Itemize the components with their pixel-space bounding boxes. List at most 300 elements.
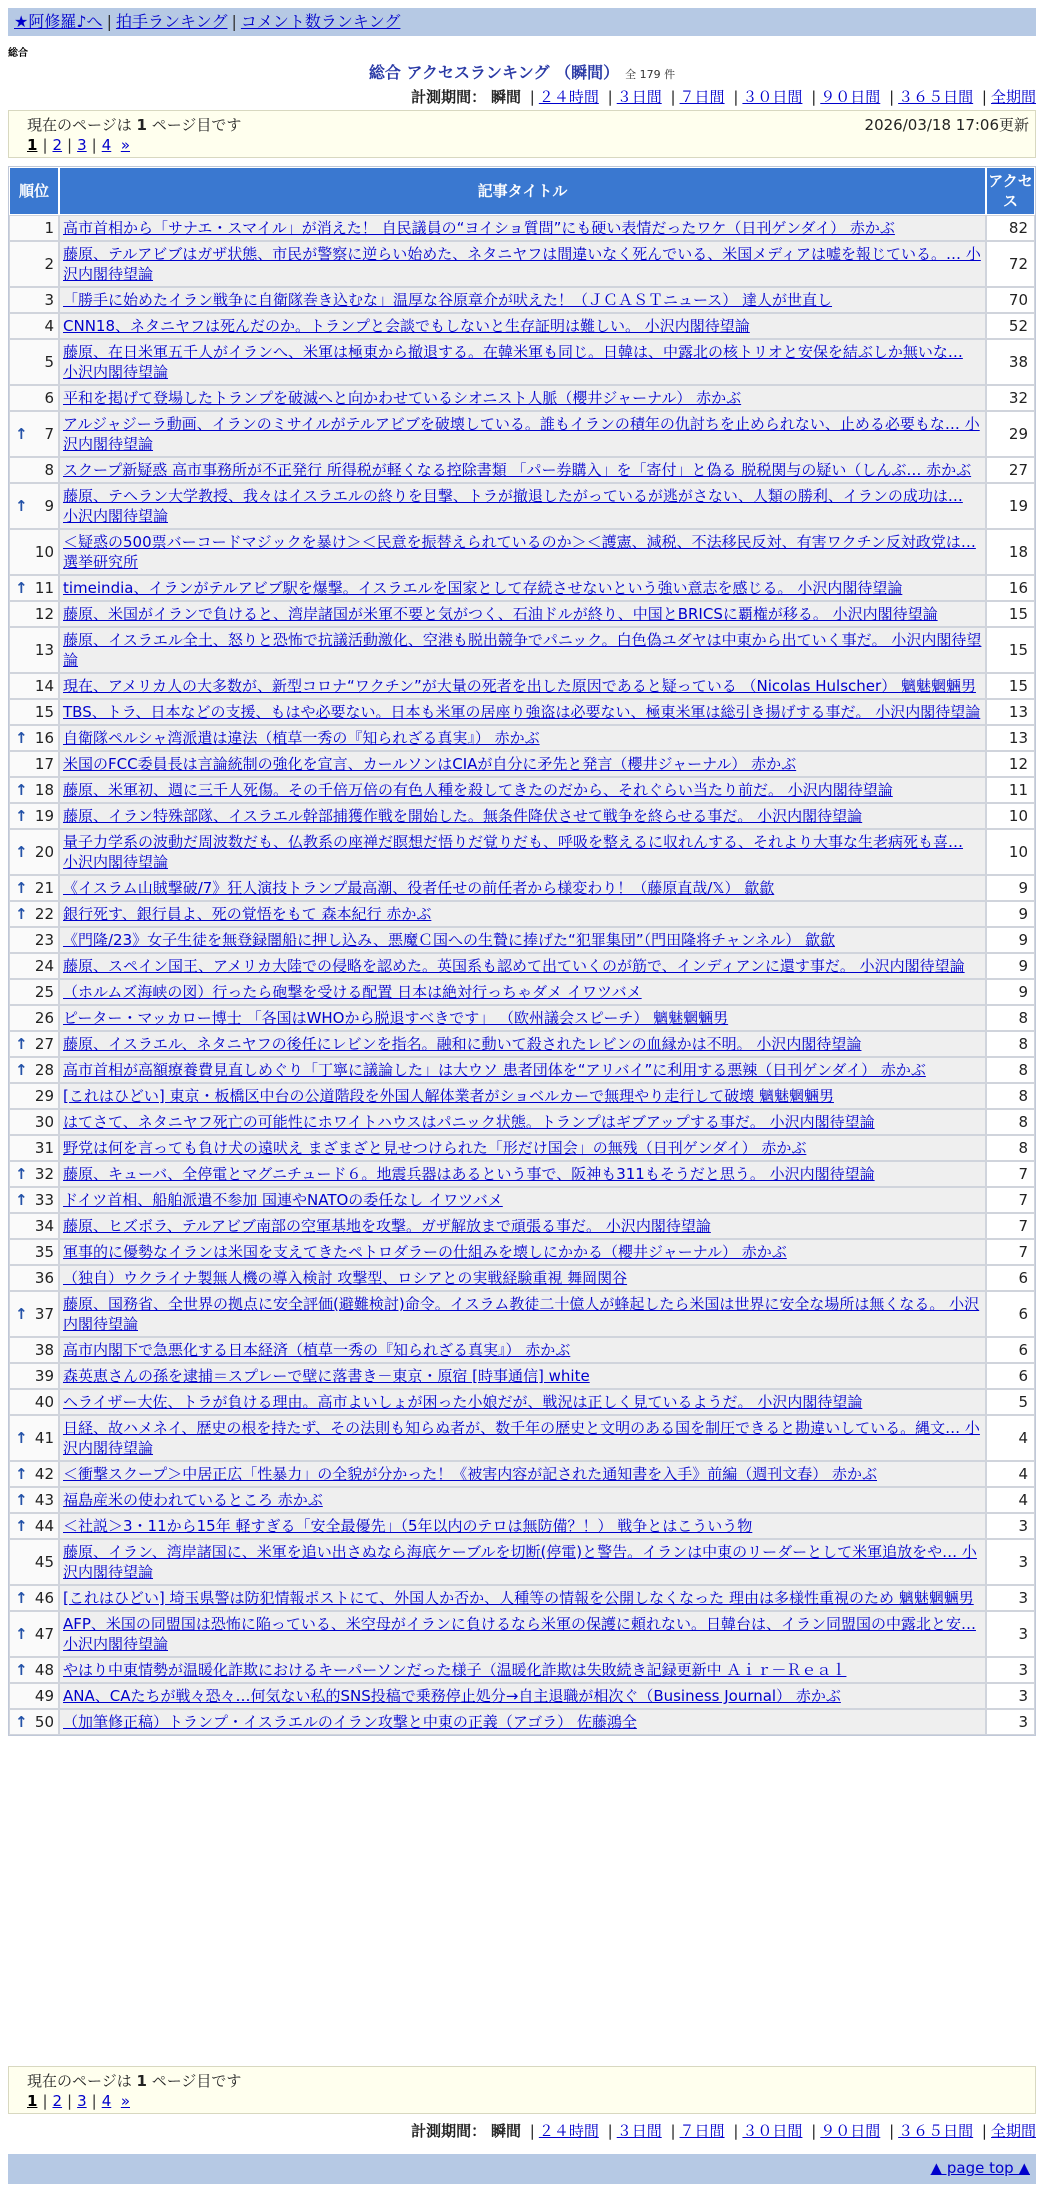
table-header-row: [9, 167, 1035, 215]
access-count: 5: [986, 1389, 1035, 1415]
title-cell: [59, 699, 986, 725]
table-row: [9, 1513, 1035, 1539]
rank-up-arrow-icon: ↑: [15, 1191, 28, 1209]
article-link[interactable]: TBS、トラ、日本などの支援、もはや必要ない。日本も米軍の居座り強盗は必要ない、極東米軍は総引き揚げする事だ。 小沢内閣待望論: [63, 703, 981, 721]
rank-cell: [9, 673, 59, 699]
rank-number: 28: [34, 1061, 54, 1079]
pager-status: 現在のページは 1 ページ目です: [27, 2072, 242, 2090]
title-cell: [59, 575, 986, 601]
footer-bar: [8, 2154, 1036, 2184]
table-row: [9, 1585, 1035, 1611]
page-link-3[interactable]: 3: [77, 136, 87, 154]
title-cell: [59, 1057, 986, 1083]
access-count: 9: [986, 979, 1035, 1005]
article-link[interactable]: ＜衝撃スクープ＞中居正広「性暴力」の全貌が分かった！《被害内容が記された通知書を入手》前編（週刊文春） 赤かぶ: [63, 1465, 878, 1483]
article-link[interactable]: 高市内閣下で急悪化する日本経済（植草一秀の『知られざる真実』） 赤かぶ: [63, 1341, 571, 1359]
nav-link-clap-ranking[interactable]: 拍手ランキング: [115, 12, 228, 31]
article-link[interactable]: 福島産米の使われているところ 赤かぶ: [63, 1491, 323, 1509]
period-label: 計測期間：: [411, 2122, 487, 2140]
title-cell: [59, 1239, 986, 1265]
rank-number: 45: [34, 1553, 54, 1571]
header-title: 記事タイトル: [59, 167, 986, 215]
table-row: [9, 411, 1035, 457]
period-link-3d[interactable]: ３日間: [616, 88, 662, 106]
article-link[interactable]: ＜社説＞3・11から15年 軽すぎる「安全最優先」（5年以内のテロは無防備？！） 戦争とはこういう物: [63, 1517, 753, 1535]
table-row: [9, 829, 1035, 875]
table-row: [9, 241, 1035, 287]
table-row: [9, 1539, 1035, 1585]
rank-cell: [9, 1487, 59, 1513]
table-row: [9, 1031, 1035, 1057]
table-row: [9, 1389, 1035, 1415]
rank-number: 7: [44, 425, 54, 443]
access-count: 7: [986, 1187, 1035, 1213]
table-row: [9, 627, 1035, 673]
table-row: [9, 1057, 1035, 1083]
article-link[interactable]: ＜疑惑の500票バーコードマジックを暴け＞＜民意を振替えられているのか＞＜護憲、減税、不法移民反対、有害ワクチン反対政党は… 選挙研究所: [63, 533, 976, 571]
access-count: 52: [986, 313, 1035, 339]
access-count: 15: [986, 673, 1035, 699]
access-count: 6: [986, 1291, 1035, 1337]
rank-number: 11: [34, 579, 54, 597]
period-link-all[interactable]: 全期間: [990, 2122, 1036, 2140]
access-count: 11: [986, 777, 1035, 803]
rank-number: 9: [44, 497, 54, 515]
period-link-365d[interactable]: ３６５日間: [898, 2122, 974, 2140]
rank-cell: [9, 1337, 59, 1363]
title-cell: [59, 241, 986, 287]
table-row: [9, 1135, 1035, 1161]
rank-cell: [9, 1363, 59, 1389]
page-next-link[interactable]: »: [120, 2092, 130, 2110]
rank-up-arrow-icon: ↑: [15, 1713, 28, 1731]
page-next-link[interactable]: »: [120, 136, 130, 154]
access-count: 13: [986, 699, 1035, 725]
access-count: 8: [986, 1083, 1035, 1109]
title-cell: [59, 313, 986, 339]
article-link[interactable]: AFP、米国の同盟国は恐怖に陥っている、米空母がイランに負けるなら米軍の保護に頼れない。日韓台は、イラン同盟国の中露北と安… 小沢内閣待望論: [63, 1615, 976, 1653]
title-cell: [59, 1709, 986, 1735]
period-selector-bottom: 計測期間： 瞬間 | ２４時間 | ３日間 | ７日間 | ３０日間 | ９０日間 | ３６５日間 | 全期間: [411, 2122, 1036, 2140]
pager-links: 1 | 2 | 3 | 4 »: [27, 136, 130, 154]
table-row: [9, 313, 1035, 339]
article-link[interactable]: CNN18、ネタニヤフは死んだのか。トランプと会談でもしないと生存証明は難しい。 小沢内閣待望論: [63, 317, 750, 335]
page-link-3[interactable]: 3: [77, 2092, 87, 2110]
rank-up-arrow-icon: ↑: [15, 1589, 28, 1607]
rank-cell: [9, 457, 59, 483]
article-link[interactable]: ドイツ首相、船舶派遣不参加 国連やNATOの委任なし イワツバメ: [63, 1191, 503, 1209]
access-count: 3: [986, 1539, 1035, 1585]
rank-number: 22: [34, 905, 54, 923]
rank-number: 5: [44, 353, 54, 371]
article-link[interactable]: 高市首相から「サナエ・スマイル」が消えた！ 自民議員の“ヨイショ質問”にも硬い表情だったワケ（日刊ゲンダイ） 赤かぶ: [63, 219, 895, 237]
title-cell: [59, 751, 986, 777]
article-link[interactable]: 藤原、キューバ、全停電とマグニチュード６。地震兵器はあるという事で、阪神も311もそうだと思う。 小沢内閣待望論: [63, 1165, 875, 1183]
title-cell: [59, 927, 986, 953]
article-link[interactable]: 米国のFCC委員長は言論統制の強化を宣言、カールソンはCIAが自分に矛先と発言（櫻井ジャーナル） 赤かぶ: [63, 755, 797, 773]
rank-cell: [9, 1083, 59, 1109]
rank-number: 20: [34, 843, 54, 861]
rank-number: 37: [34, 1305, 54, 1323]
article-link[interactable]: 藤原、テヘラン大学教授、我々はイスラエルの終りを目撃、トラが撤退したがっているが逃がさない、人類の勝利、イランの成功は… 小沢内閣待望論: [63, 487, 963, 525]
article-link[interactable]: 高市首相が高額療養費見直しめぐり「丁寧に議論した」は大ウソ 患者団体を“アリバイ”に利用する悪辣（日刊ゲンダイ） 赤かぶ: [63, 1061, 926, 1079]
article-link[interactable]: 藤原、イラン特殊部隊、イスラエル幹部捕獲作戦を開始した。無条件降伏させて戦争を終らせる事だ。 小沢内閣待望論: [63, 807, 863, 825]
rank-number: 10: [34, 543, 54, 561]
article-link[interactable]: はてさて、ネタニヤフ死亡の可能性にホワイトハウスはパニック状態。トランプはギブアップする事だ。 小沢内閣待望論: [63, 1113, 875, 1131]
pager-current-page: 1: [136, 2072, 147, 2090]
period-link-7d[interactable]: ７日間: [679, 88, 725, 106]
rank-number: 18: [34, 781, 54, 799]
access-count: 8: [986, 1031, 1035, 1057]
access-count: 27: [986, 457, 1035, 483]
period-link-90d[interactable]: ９０日間: [820, 88, 881, 106]
access-count: 8: [986, 1135, 1035, 1161]
page-title: [0, 60, 1044, 83]
rank-cell: [9, 313, 59, 339]
updated-timestamp: 2026/03/18 17:06更新: [864, 116, 1029, 134]
table-row: [9, 875, 1035, 901]
access-count: 8: [986, 1005, 1035, 1031]
rank-number: 41: [34, 1429, 54, 1447]
table-row: [9, 457, 1035, 483]
title-cell: [59, 1585, 986, 1611]
pager-bottom: [8, 2066, 1036, 2114]
period-link-30d[interactable]: ３０日間: [742, 88, 803, 106]
article-link[interactable]: 銀行死す、銀行員よ、死の覚悟をもて 森本紀行 赤かぶ: [63, 905, 432, 923]
rank-cell: [9, 777, 59, 803]
article-link[interactable]: やはり中東情勢が温暖化詐欺におけるキーパーソンだった様子（温暖化詐欺は失敗続き記録更新中 Ａｉｒ－Ｒｅａｌ: [63, 1661, 847, 1679]
rank-up-arrow-icon: ↑: [15, 425, 28, 443]
title-cell: [59, 829, 986, 875]
article-link[interactable]: スクープ新疑惑 高市事務所が不正発行 所得税が軽くなる控除書類 「パー券購入」を「寄付」と偽る 脱税関与の疑い（しんぶ… 赤かぶ: [63, 461, 972, 479]
access-count: 7: [986, 1161, 1035, 1187]
rank-up-arrow-icon: ↑: [15, 1165, 28, 1183]
rank-up-arrow-icon: ↑: [15, 497, 28, 515]
title-cell: [59, 1513, 986, 1539]
rank-number: 6: [44, 389, 54, 407]
page-top-link[interactable]: ▲ page top ▲: [930, 2159, 1030, 2177]
title-cell: [59, 901, 986, 927]
rank-cell: [9, 411, 59, 457]
article-link[interactable]: 《イスラム山賊撃破/7》狂人演技トランプ最高潮、役者任せの前任者から様変わり！（藤原直哉/𝕏） 歙歙: [63, 879, 775, 897]
title-cell: [59, 215, 986, 241]
rank-number: 8: [44, 461, 54, 479]
rank-cell: [9, 529, 59, 575]
access-count: 3: [986, 1657, 1035, 1683]
table-row: [9, 979, 1035, 1005]
article-link[interactable]: 日経、故ハメネイ、歴史の根を持たず、その法則も知らぬ者が、数千年の歴史と文明のある国を制圧できると勘違いしている。縄文… 小沢内閣待望論: [63, 1419, 980, 1457]
period-link-90d[interactable]: ９０日間: [820, 2122, 881, 2140]
period-current: 瞬間: [490, 2122, 521, 2140]
table-row: [9, 953, 1035, 979]
title-cell: [59, 601, 986, 627]
article-link[interactable]: 自衛隊ペルシャ湾派遣は違法（植草一秀の『知られざる真実』） 赤かぶ: [63, 729, 540, 747]
rank-number: 25: [34, 983, 54, 1001]
table-row: [9, 1291, 1035, 1337]
rank-cell: [9, 1239, 59, 1265]
access-count: 12: [986, 751, 1035, 777]
total-count: 全 179 件: [625, 68, 676, 81]
table-row: [9, 1161, 1035, 1187]
rank-number: 36: [34, 1269, 54, 1287]
table-row: [9, 1683, 1035, 1709]
page-link-4[interactable]: 4: [101, 136, 112, 154]
table-row: [9, 215, 1035, 241]
access-count: 3: [986, 1683, 1035, 1709]
rank-number: 23: [34, 931, 54, 949]
table-row: [9, 1265, 1035, 1291]
article-link[interactable]: 《門隆/23》女子生徒を無登録闇船に押し込み、悪魔Ｃ国への生贄に捧げた“犯罪集団”（門田隆将チャンネル） 歙歙: [63, 931, 835, 949]
article-link[interactable]: 藤原、イラン、湾岸諸国に、米軍を追い出さぬなら海底ケーブルを切断(停電)と警告。イランは中東のリーダーとして米軍追放をや… 小沢内閣待望論: [63, 1543, 977, 1581]
access-count: 8: [986, 1109, 1035, 1135]
access-count: 9: [986, 927, 1035, 953]
table-row: [9, 927, 1035, 953]
table-row: [9, 1337, 1035, 1363]
page-link-2[interactable]: 2: [52, 136, 63, 154]
article-link[interactable]: 藤原、在日米軍五千人がイランへ、米軍は極東から撤退する。在韓米軍も同じ。日韓は、中露北の核トリオと安保を結ぶしか無いな… 小沢内閣待望論: [63, 343, 963, 381]
rank-number: 47: [34, 1625, 54, 1643]
period-link-7d[interactable]: ７日間: [679, 2122, 725, 2140]
table-row: [9, 1709, 1035, 1735]
ranking-body: [9, 215, 1035, 1735]
rank-cell: [9, 751, 59, 777]
rank-number: 12: [34, 605, 54, 623]
access-count: 15: [986, 627, 1035, 673]
page-link-4[interactable]: 4: [101, 2092, 112, 2110]
period-link-all[interactable]: 全期間: [990, 88, 1036, 106]
period-link-3d[interactable]: ３日間: [616, 2122, 662, 2140]
period-link-30d[interactable]: ３０日間: [742, 2122, 803, 2140]
rank-number: 14: [34, 677, 54, 695]
access-count: 9: [986, 875, 1035, 901]
period-link-24h[interactable]: ２４時間: [538, 88, 599, 106]
article-link[interactable]: 藤原、スペイン国王、アメリカ大陸での侵略を認めた。英国系も認めて出ていくのが筋で、インディアンに還す事だ。 小沢内閣待望論: [63, 957, 965, 975]
nav-link-asyura[interactable]: ★阿修羅♪へ: [14, 12, 103, 31]
rank-cell: [9, 627, 59, 673]
rank-number: 32: [34, 1165, 54, 1183]
rank-number: 38: [34, 1341, 54, 1359]
access-count: 9: [986, 901, 1035, 927]
rank-cell: [9, 215, 59, 241]
rank-up-arrow-icon: ↑: [15, 879, 28, 897]
rank-cell: [9, 979, 59, 1005]
access-count: 3: [986, 1513, 1035, 1539]
article-link[interactable]: 藤原、米国がイランで負けると、湾岸諸国が米軍不要と気がつく、石油ドルが終り、中国とBRICSに覇権が移る。 小沢内閣待望論: [63, 605, 938, 623]
table-row: [9, 339, 1035, 385]
header-rank: 順位: [9, 167, 59, 215]
period-link-24h[interactable]: ２４時間: [538, 2122, 599, 2140]
rank-up-arrow-icon: ↑: [15, 1035, 28, 1053]
table-row: [9, 1487, 1035, 1513]
rank-cell: [9, 1461, 59, 1487]
rank-number: 33: [34, 1191, 54, 1209]
rank-up-arrow-icon: ↑: [15, 807, 28, 825]
access-count: 3: [986, 1585, 1035, 1611]
rank-cell: [9, 953, 59, 979]
access-count: 70: [986, 287, 1035, 313]
pager-links: 1 | 2 | 3 | 4 »: [27, 2092, 130, 2110]
rank-cell: [9, 1057, 59, 1083]
article-link[interactable]: 藤原、ヒズボラ、テルアビブ南部の空軍基地を攻撃。ガザ解放まで頑張る事だ。 小沢内閣待望論: [63, 1217, 711, 1235]
rank-number: 43: [34, 1491, 54, 1509]
article-link[interactable]: ピーター・マッカロー博士 「各国はWHOから脱退すべきです」 （欧州議会スピーチ） 魑魅魍魎男: [63, 1009, 729, 1027]
rank-cell: [9, 725, 59, 751]
access-count: 10: [986, 829, 1035, 875]
access-count: 82: [986, 215, 1035, 241]
table-row: [9, 1611, 1035, 1657]
table-row: [9, 385, 1035, 411]
period-selector-top: 計測期間： 瞬間 | ２４時間 | ３日間 | ７日間 | ３０日間 | ９０日間 | ３６５日間 | 全期間: [411, 88, 1036, 106]
rank-up-arrow-icon: ↑: [15, 579, 28, 597]
rank-number: 49: [34, 1687, 54, 1705]
access-count: 6: [986, 1337, 1035, 1363]
pager-current-page: 1: [136, 116, 147, 134]
period-link-365d[interactable]: ３６５日間: [898, 88, 974, 106]
rank-number: 40: [34, 1393, 54, 1411]
article-link[interactable]: timeindia、イランがテルアビブ駅を爆撃。イスラエルを国家として存続させないという強い意志を感じる。 小沢内閣待望論: [63, 579, 903, 597]
rank-cell: [9, 1187, 59, 1213]
access-count: 8: [986, 1057, 1035, 1083]
page-title-text: 総合 アクセスランキング （瞬間）: [368, 63, 620, 82]
title-cell: [59, 1005, 986, 1031]
title-cell: [59, 483, 986, 529]
rank-cell: [9, 1213, 59, 1239]
article-link[interactable]: 野党は何を言っても負け犬の遠吠え まざまざと見せつけられた「形だけ国会」の無残（日刊ゲンダイ） 赤かぶ: [63, 1139, 807, 1157]
ranking-table: [8, 166, 1036, 1736]
header-access: アクセス: [986, 167, 1035, 215]
rank-number: 13: [34, 641, 54, 659]
title-cell: [59, 1083, 986, 1109]
access-count: 72: [986, 241, 1035, 287]
rank-cell: [9, 1585, 59, 1611]
table-row: [9, 1239, 1035, 1265]
article-link[interactable]: 「勝手に始めたイラン戦争に自衛隊巻き込むな」温厚な谷原章介が吠えた！（ＪＣＡＳＴニュース） 達人が世直し: [63, 291, 833, 309]
article-link[interactable]: （加筆修正稿）トランプ・イスラエルのイラン攻撃と中東の正義（アゴラ） 佐藤鴻全: [63, 1713, 637, 1731]
rank-cell: [9, 385, 59, 411]
rank-cell: [9, 1539, 59, 1585]
rank-cell: [9, 575, 59, 601]
access-count: 3: [986, 1709, 1035, 1735]
title-cell: [59, 953, 986, 979]
title-cell: [59, 627, 986, 673]
title-cell: [59, 411, 986, 457]
table-row: [9, 529, 1035, 575]
article-link[interactable]: 平和を掲げて登場したトランプを破滅へと向かわせているシオニスト人脈（櫻井ジャーナル） 赤かぶ: [63, 389, 742, 407]
access-count: 29: [986, 411, 1035, 457]
article-link[interactable]: 現在、アメリカ人の大多数が、新型コロナ“ワクチン”が大量の死者を出した原因であると疑っている （Nicolas Hulscher） 魑魅魍魎男: [63, 677, 976, 695]
article-link[interactable]: （ホルムズ海峡の図）行ったら砲撃を受ける配置 日本は絶対行っちゃダメ イワツバメ: [63, 983, 642, 1001]
title-cell: [59, 1265, 986, 1291]
access-count: 7: [986, 1239, 1035, 1265]
rank-cell: [9, 339, 59, 385]
article-link[interactable]: [これはひどい] 埼玉県警は防犯情報ポストにて、外国人か否か、人種等の情報を公開しなくなった 理由は多様性重視のため 魑魅魍魎男: [63, 1589, 974, 1607]
title-cell: [59, 287, 986, 313]
article-link[interactable]: 軍事的に優勢なイランは米国を支えてきたペトロダラーの仕組みを壊しにかかる（櫻井ジャーナル） 赤かぶ: [63, 1243, 787, 1261]
rank-number: 46: [34, 1589, 54, 1607]
title-cell: [59, 385, 986, 411]
period-label: 計測期間：: [411, 88, 487, 106]
rank-number: 24: [34, 957, 54, 975]
rank-up-arrow-icon: ↑: [15, 843, 28, 861]
title-cell: [59, 803, 986, 829]
nav-link-comment-ranking[interactable]: コメント数ランキング: [240, 12, 401, 31]
table-row: [9, 287, 1035, 313]
article-link[interactable]: 藤原、米軍初、週に三千人死傷。その千倍万倍の有色人種を殺してきたのだから、それぐらい当たり前だ。 小沢内閣待望論: [63, 781, 893, 799]
rank-cell: [9, 483, 59, 529]
title-cell: [59, 725, 986, 751]
table-row: [9, 803, 1035, 829]
rank-number: 34: [34, 1217, 54, 1235]
title-cell: [59, 1415, 986, 1461]
table-row: [9, 601, 1035, 627]
title-cell: [59, 1291, 986, 1337]
rank-up-arrow-icon: ↑: [15, 1661, 28, 1679]
table-row: [9, 1083, 1035, 1109]
table-row: [9, 1213, 1035, 1239]
rank-number: 30: [34, 1113, 54, 1131]
title-cell: [59, 1683, 986, 1709]
rank-cell: [9, 1415, 59, 1461]
article-link[interactable]: 森英恵さんの孫を逮捕＝スプレーで壁に落書き－東京・原宿 [時事通信] white: [63, 1367, 590, 1385]
title-cell: [59, 1657, 986, 1683]
access-count: 32: [986, 385, 1035, 411]
rank-up-arrow-icon: ↑: [15, 1305, 28, 1323]
article-link[interactable]: 量子力学系の波動だ周波数だも、仏教系の座禅だ瞑想だ悟りだ覚りだも、呼吸を整えるに収れんする、それより大事な生老病死も喜… 小沢内閣待望論: [63, 833, 964, 871]
rank-number: 19: [34, 807, 54, 825]
rank-cell: [9, 1135, 59, 1161]
table-row: [9, 483, 1035, 529]
table-row: [9, 725, 1035, 751]
rank-cell: [9, 287, 59, 313]
access-count: 4: [986, 1487, 1035, 1513]
article-link[interactable]: ヘライザー大佐、トラが負ける理由。高市よいしょが困った小娘だが、戦況は正しく見ているようだ。 小沢内閣待望論: [63, 1393, 863, 1411]
rank-number: 35: [34, 1243, 54, 1261]
table-row: [9, 673, 1035, 699]
rank-up-arrow-icon: ↑: [15, 1061, 28, 1079]
access-count: 15: [986, 601, 1035, 627]
title-cell: [59, 1363, 986, 1389]
page-link-2[interactable]: 2: [52, 2092, 63, 2110]
article-link[interactable]: [これはひどい] 東京・板橋区中台の公道階段を外国人解体業者がショベルカーで無理やり走行して破壊 魑魅魍魎男: [63, 1087, 834, 1105]
rank-number: 26: [34, 1009, 54, 1027]
rank-cell: [9, 1709, 59, 1735]
rank-up-arrow-icon: ↑: [15, 729, 28, 747]
rank-number: 3: [44, 291, 54, 309]
table-row: [9, 1005, 1035, 1031]
access-count: 6: [986, 1363, 1035, 1389]
article-link[interactable]: 藤原、イスラエル、ネタニヤフの後任にレビンを指名。融和に動いて殺されたレビンの血縁かは不明。 小沢内閣待望論: [63, 1035, 862, 1053]
rank-number: 15: [34, 703, 54, 721]
rank-number: 27: [34, 1035, 54, 1053]
rank-number: 42: [34, 1465, 54, 1483]
table-row: [9, 777, 1035, 803]
article-link[interactable]: ANA、CAたちが戦々恐々…何気ない私的SNS投稿で乗務停止処分→自主退職が相次ぐ（Business Journal） 赤かぶ: [63, 1687, 841, 1705]
rank-number: 44: [34, 1517, 54, 1535]
table-row: [9, 1363, 1035, 1389]
rank-up-arrow-icon: ↑: [15, 1517, 28, 1535]
rank-cell: [9, 1161, 59, 1187]
article-link[interactable]: 藤原、国務省、全世界の拠点に安全評価(避難検討)命令。イスラム教徒二十億人が蜂起したら米国は世界に安全な場所は無くなる。 小沢内閣待望論: [63, 1295, 980, 1333]
article-link[interactable]: アルジャジーラ動画、イランのミサイルがテルアビブを破壊している。誰もイランの積年の仇討ちを止められない、止める必要もな… 小沢内閣待望論: [63, 415, 980, 453]
article-link[interactable]: 藤原、イスラエル全土、怒りと恐怖で抗議活動激化、空港も脱出競争でパニック。白色偽ユダヤは中東から出ていく事だ。 小沢内閣待望論: [63, 631, 982, 669]
rank-cell: [9, 1389, 59, 1415]
article-link[interactable]: 藤原、テルアビブはガザ状態、市民が警察に逆らい始めた、ネタニヤフは間違いなく死んでいる、米国メディアは嘘を報じている。… 小沢内閣待望論: [63, 245, 981, 283]
article-link[interactable]: （独自）ウクライナ製無人機の導入検討 攻撃型、ロシアとの実戦経験重視 舞岡関谷: [63, 1269, 628, 1287]
rank-cell: [9, 1683, 59, 1709]
access-count: 13: [986, 725, 1035, 751]
rank-cell: [9, 601, 59, 627]
table-row: [9, 901, 1035, 927]
